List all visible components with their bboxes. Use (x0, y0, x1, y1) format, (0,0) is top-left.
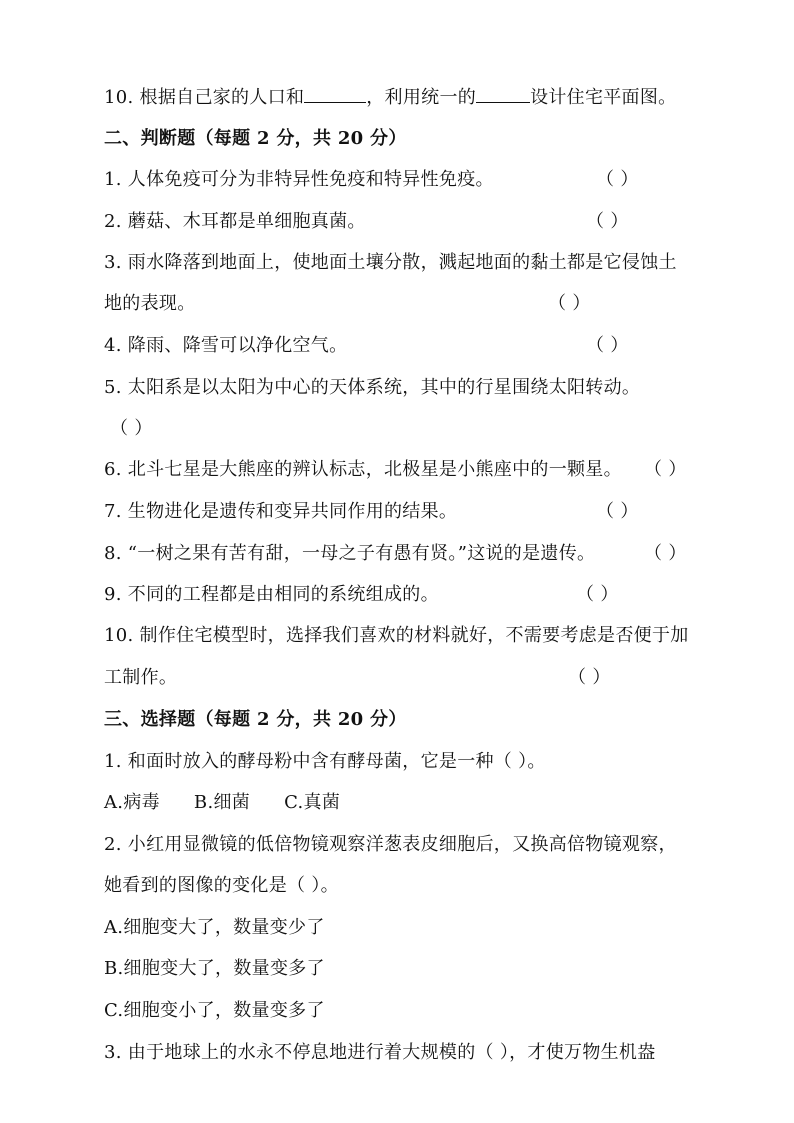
q10-blank-1[interactable] (304, 82, 366, 103)
judge-item-3-answer[interactable]: （ ） (548, 293, 591, 314)
judge-item-4-answer[interactable]: （ ） (586, 335, 629, 356)
choice-question-2-cont: 她看到的图像的变化是（ ）。 (104, 875, 339, 896)
judge-item-5 (104, 373, 734, 403)
judge-item-3 (104, 248, 734, 278)
judge-item-10-text: 10. 制作住宅模型时，选择我们喜欢的材料就好，不需要考虑是否便于加 (104, 625, 689, 646)
judge-item-4-text: 4. 降雨、降雪可以净化空气。 (104, 335, 348, 356)
judge-item-4 (104, 331, 734, 361)
judge-item-7-text: 7. 生物进化是遗传和变异共同作用的结果。 (104, 501, 458, 522)
judge-item-9-answer[interactable]: （ ） (576, 584, 619, 605)
choice-q2-option-b[interactable]: B.细胞变大了，数量变多了 (104, 958, 325, 979)
judge-item-10-answer[interactable]: （ ） (568, 667, 611, 688)
q10-blank-2[interactable] (476, 82, 530, 103)
fill-in-question-10 (104, 82, 734, 112)
choice-question-3: 3. 由于地球上的水永不停息地进行着大规模的（ ），才使万物生机盎 (104, 1042, 656, 1063)
judge-item-6-text: 6. 北斗七星是大熊座的辨认标志，北极星是小熊座中的一颗星。 (104, 459, 622, 480)
judge-item-5-text: 5. 太阳系是以太阳为中心的天体系统，其中的行星围绕太阳转动。 (104, 377, 641, 398)
judge-item-3-cont (104, 289, 734, 319)
judge-item-2-answer[interactable]: （ ） (586, 211, 629, 232)
choice-q2-option-a[interactable]: A.细胞变大了，数量变少了 (104, 917, 325, 938)
judge-item-5-cont (104, 414, 734, 444)
choice-question-1: 1. 和面时放入的酵母粉中含有酵母菌，它是一种（ ）。 (104, 751, 546, 772)
q10-text-part3: 设计住宅平面图。 (530, 87, 677, 108)
judge-item-10-cont-text: 工制作。 (104, 667, 178, 688)
judge-item-10-cont (104, 663, 734, 693)
choice-question-1-options (104, 788, 734, 818)
choice-q2-option-c[interactable]: C.细胞变小了，数量变多了 (104, 1000, 325, 1021)
judge-item-7 (104, 497, 734, 527)
judge-item-1 (104, 165, 734, 195)
choice-section-heading: 三、选择题（每题 2 分，共 20 分） (104, 709, 407, 730)
judge-item-5-answer[interactable]: （ ） (110, 418, 153, 439)
judge-item-9 (104, 580, 734, 610)
q10-text-part2: ，利用统一的 (366, 87, 477, 108)
judge-item-8-answer[interactable]: （ ） (644, 543, 687, 564)
judge-item-2-text: 2. 蘑菇、木耳都是单细胞真菌。 (104, 211, 366, 232)
judge-item-6-answer[interactable]: （ ） (644, 459, 687, 480)
judge-section-heading: 二、判断题（每题 2 分，共 20 分） (104, 128, 407, 149)
q10-text-part1: 10. 根据自己家的人口和 (104, 87, 305, 108)
judge-item-8 (104, 539, 734, 569)
choice-q1-option-b[interactable]: B.细菌 (193, 792, 251, 813)
choice-q1-option-a[interactable]: A.病毒 (104, 792, 160, 813)
judge-item-9-text: 9. 不同的工程都是由相同的系统组成的。 (104, 584, 439, 605)
judge-item-8-text: 8. “一树之果有苦有甜，一母之子有愚有贤。”这说的是遗传。 (104, 543, 596, 564)
choice-q1-option-c[interactable]: C.真菌 (284, 792, 341, 813)
judge-item-6 (104, 455, 734, 485)
judge-item-7-answer[interactable]: （ ） (596, 501, 639, 522)
judge-item-2 (104, 207, 734, 237)
judge-item-1-answer[interactable]: （ ） (596, 169, 639, 190)
judge-item-3-cont-text: 地的表现。 (104, 293, 196, 314)
judge-item-10 (104, 621, 734, 651)
choice-question-2: 2. 小红用显微镜的低倍物镜观察洋葱表皮细胞后，又换高倍物镜观察， (104, 834, 677, 855)
judge-item-1-text: 1. 人体免疫可分为非特异性免疫和特异性免疫。 (104, 169, 494, 190)
judge-item-3-text: 3. 雨水降落到地面上，使地面土壤分散，溅起地面的黏土都是它侵蚀土 (104, 252, 677, 273)
